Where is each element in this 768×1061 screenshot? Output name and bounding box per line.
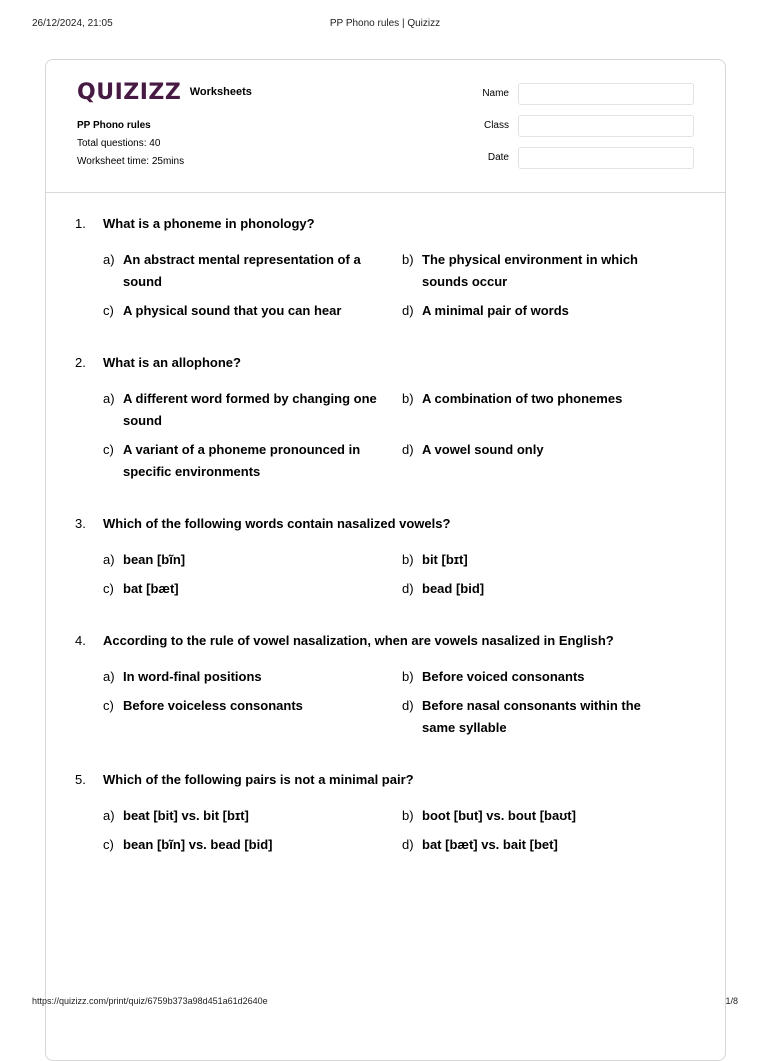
option-text: In word-final positions <box>123 669 262 684</box>
option-letter: c) <box>103 698 114 713</box>
option-c <box>103 834 378 856</box>
option-text: A physical sound that you can hear <box>123 303 342 318</box>
option-d <box>402 578 677 600</box>
option-c <box>103 439 378 483</box>
class-label: Class <box>483 120 509 131</box>
option-text: A vowel sound only <box>422 442 544 457</box>
option-letter: d) <box>402 581 414 596</box>
option-b <box>402 666 677 688</box>
class-field[interactable] <box>518 115 694 137</box>
question-number: 2. <box>75 355 86 370</box>
print-footer <box>32 996 738 1010</box>
option-letter: d) <box>402 303 414 318</box>
option-text: bead [bid] <box>422 581 485 596</box>
option-text: bat [bæt] vs. bait [bet] <box>422 837 558 852</box>
worksheet-header <box>46 60 725 193</box>
option-text: A different word formed by changing one sound <box>123 391 377 428</box>
option-letter: c) <box>103 442 114 457</box>
option-text: A minimal pair of words <box>422 303 569 318</box>
question-text: What is a phoneme in phonology? <box>103 216 315 231</box>
option-letter: c) <box>103 303 114 318</box>
option-a <box>103 666 378 688</box>
option-letter: a) <box>103 808 115 823</box>
option-d <box>402 439 677 461</box>
option-text: Before voiced consonants <box>422 669 585 684</box>
option-text: Before voiceless consonants <box>123 698 303 713</box>
option-b <box>402 549 677 571</box>
brand <box>77 80 252 105</box>
option-letter: b) <box>402 252 414 267</box>
option-letter: b) <box>402 552 414 567</box>
question-text: What is an allophone? <box>103 355 241 370</box>
print-title: PP Phono rules | Quizizz <box>329 18 441 29</box>
option-d <box>402 300 677 322</box>
option-text: bit [bɪt] <box>422 552 468 567</box>
quizizz-logo: QUIZIZZ <box>77 80 182 105</box>
worksheet-time: Worksheet time: 25mins <box>77 156 185 167</box>
option-b <box>402 388 677 410</box>
option-b <box>402 805 677 827</box>
option-d <box>402 695 677 739</box>
option-c <box>103 300 378 322</box>
print-url: https://quizizz.com/print/quiz/6759b373a98d451a61d2640e <box>32 996 268 1006</box>
date-field[interactable] <box>518 147 694 169</box>
option-letter: b) <box>402 808 414 823</box>
option-letter: b) <box>402 391 414 406</box>
page-number: 1/8 <box>725 996 738 1006</box>
option-text: bat [bæt] <box>123 581 179 596</box>
name-field[interactable] <box>518 83 694 105</box>
option-text: bean [bĩn] <box>123 552 186 567</box>
question-text: Which of the following words contain nasalized vowels? <box>103 516 451 531</box>
option-text: A variant of a phoneme pronounced in specific environments <box>123 442 361 479</box>
option-letter: c) <box>103 581 114 596</box>
name-label: Name <box>482 88 509 99</box>
question-text: Which of the following pairs is not a minimal pair? <box>103 772 414 787</box>
option-letter: a) <box>103 669 115 684</box>
print-datetime: 26/12/2024, 21:05 <box>32 18 113 29</box>
total-questions: Total questions: 40 <box>77 138 161 149</box>
option-text: bean [bĩn] vs. bead [bid] <box>123 837 273 852</box>
option-letter: a) <box>103 252 115 267</box>
question-text: According to the rule of vowel nasalization, when are vowels nasalized in English? <box>103 633 614 648</box>
option-a <box>103 549 378 571</box>
option-d <box>402 834 677 856</box>
option-text: Before nasal consonants within the same syllable <box>422 698 641 735</box>
option-b <box>402 249 677 293</box>
option-text: An abstract mental representation of a sound <box>123 252 361 289</box>
option-a <box>103 249 378 293</box>
date-label: Date <box>487 152 509 163</box>
quiz-title: PP Phono rules <box>77 120 151 131</box>
question-number: 3. <box>75 516 86 531</box>
option-letter: a) <box>103 552 115 567</box>
option-a <box>103 805 378 827</box>
option-letter: c) <box>103 837 114 852</box>
option-c <box>103 695 378 717</box>
option-letter: d) <box>402 698 414 713</box>
option-text: boot [but] vs. bout [baʊt] <box>422 808 576 823</box>
option-text: A combination of two phonemes <box>422 391 623 406</box>
question-number: 4. <box>75 633 86 648</box>
brand-label: Worksheets <box>189 85 252 98</box>
option-letter: d) <box>402 837 414 852</box>
option-a <box>103 388 378 432</box>
option-text: The physical environment in which sounds occur <box>422 252 638 289</box>
option-c <box>103 578 378 600</box>
option-letter: a) <box>103 391 115 406</box>
question-number: 5. <box>75 772 86 787</box>
option-letter: d) <box>402 442 414 457</box>
option-letter: b) <box>402 669 414 684</box>
print-header <box>32 18 738 32</box>
question-number: 1. <box>75 216 86 231</box>
option-text: beat [bit] vs. bit [bɪt] <box>123 808 249 823</box>
